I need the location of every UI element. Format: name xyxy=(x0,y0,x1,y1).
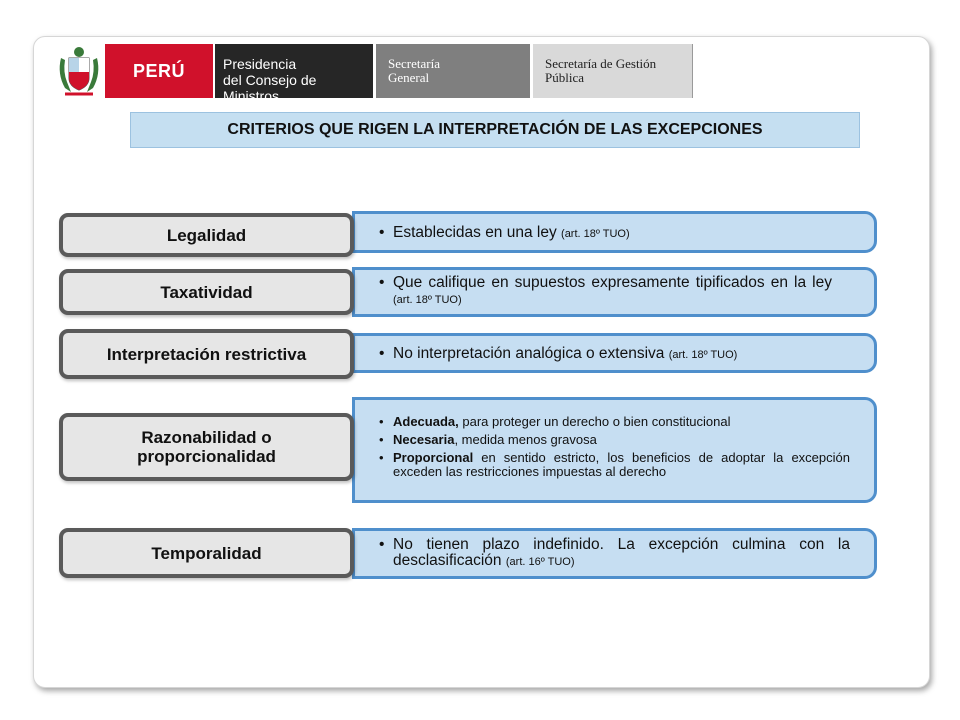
criterion-label-taxatividad: Taxatividad xyxy=(59,269,354,315)
article-reference: (art. 16º TUO) xyxy=(505,556,575,568)
pcm-logo xyxy=(215,44,373,104)
sg-line2: General xyxy=(388,70,430,85)
criterion-description-taxatividad xyxy=(352,267,877,317)
list-item: • No interpretación analógica o extensiva (art. 18º TUO) xyxy=(379,346,850,363)
page-title: CRITERIOS QUE RIGEN LA INTERPRETACIÓN DE LAS EXCEPCIONES xyxy=(130,112,860,148)
sg-line1: Secretaría xyxy=(388,56,440,71)
criterion-label-temporalidad: Temporalidad xyxy=(59,528,354,578)
list-item: • Proporcional en sentido estricto, los beneficios de adoptar la excepción exceden las restricciones impuestas al derecho xyxy=(379,451,850,479)
criterion-description-interpretacion-restrictiva xyxy=(352,333,877,373)
criterion-description-razonabilidad xyxy=(352,397,877,503)
criterion-description-legalidad xyxy=(352,211,877,253)
article-reference: (art. 18º TUO) xyxy=(561,228,630,240)
peru-label: PERÚ xyxy=(132,61,185,81)
criterion-label-legalidad: Legalidad xyxy=(59,213,354,257)
article-reference: (art. 18º TUO) xyxy=(668,349,738,361)
list-item: • Que califique en supuestos expresamente tipificados en la ley (art. 18º TUO) xyxy=(379,275,850,308)
criterion-label-interpretacion-restrictiva: Interpretación restrictiva xyxy=(59,329,354,379)
secretaria-gestion-publica-logo xyxy=(533,44,693,98)
sgp-line2: Pública xyxy=(545,70,584,85)
list-item: • No tienen plazo indefinido. La excepción culmina con la desclasificación (art. 16º TUO) xyxy=(379,537,850,570)
criterion-description-temporalidad xyxy=(352,528,877,579)
header-logos xyxy=(55,44,657,104)
list-item: • Adecuada, para proteger un derecho o bien constitucional xyxy=(379,415,850,429)
sgp-line1: Secretaría de Gestión xyxy=(545,56,657,71)
list-item: • Necesaria, medida menos gravosa xyxy=(379,433,850,447)
peru-logo xyxy=(105,44,213,98)
pcm-line2: del Consejo de Ministros xyxy=(223,72,317,104)
article-reference: (art. 18º TUO) xyxy=(393,294,462,306)
criterion-label-razonabilidad: Razonabilidad o proporcionalidad xyxy=(59,413,354,481)
pcm-line1: Presidencia xyxy=(223,56,297,72)
list-item: • Establecidas en una ley (art. 18º TUO) xyxy=(379,225,850,242)
coat-of-arms-icon xyxy=(55,44,103,98)
secretaria-general-logo xyxy=(376,44,530,98)
